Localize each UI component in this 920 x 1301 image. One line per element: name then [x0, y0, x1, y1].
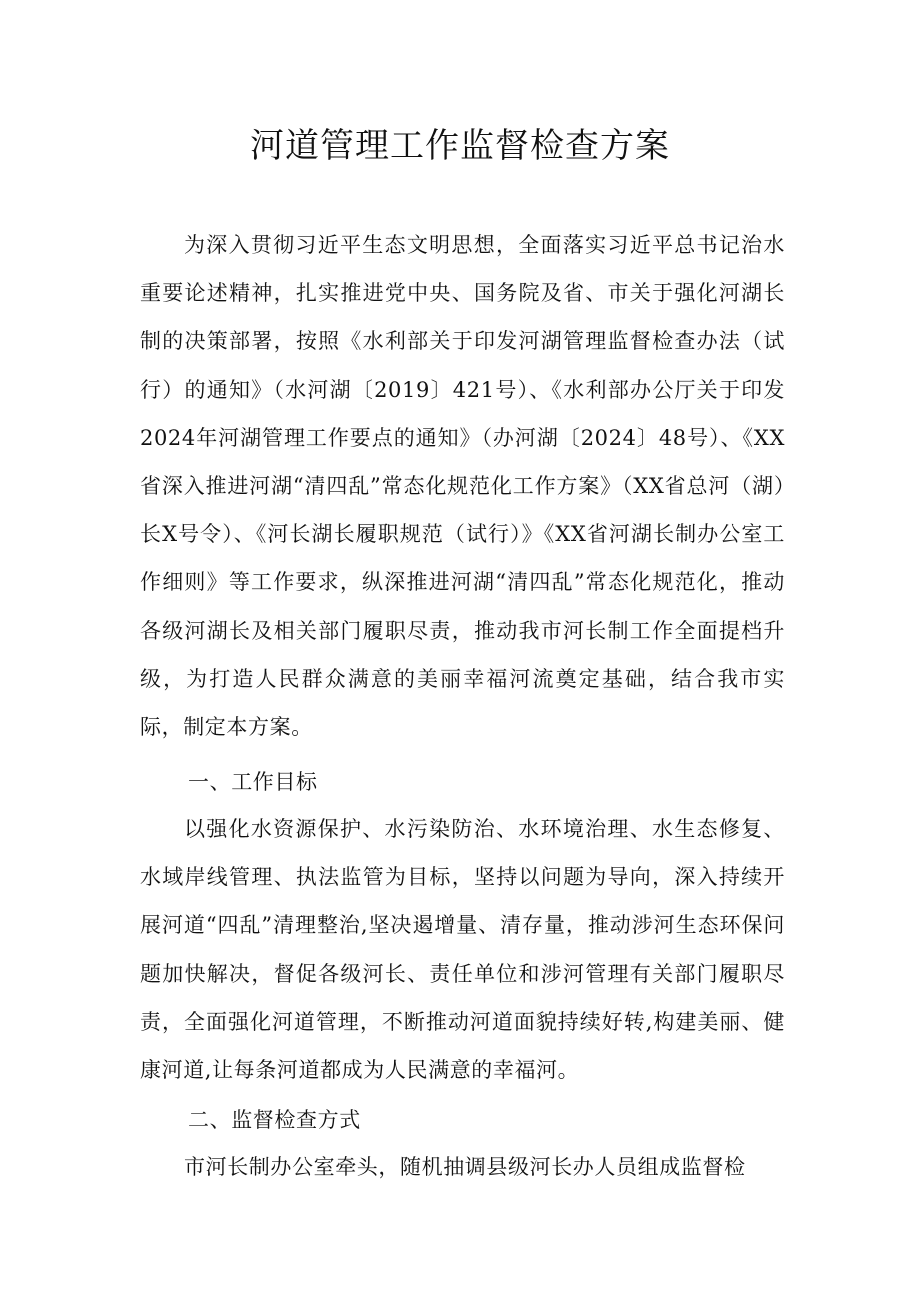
intro-paragraph: 为深入贯彻习近平生态文明思想，全面落实习近平总书记治水重要论述精神，扎实推进党中央、国务院及省、市关于强化河湖长制的决策部署，按照《水利部关于印发河湖管理监督检查办法（试行）的通知》（水河湖〔2019〕421号）、《水利部办公厅关于印发2024年河湖管理工作要点的通知》（办河湖〔2024〕48号）、《XX省深入推进河湖“清四乱”常态化规范化工作方案》（XX省总河（湖）长X号令）、《河长湖长履职规范（试行）》《XX省河湖长制办公室工作细则》等工作要求，纵深推进河湖“清四乱”常态化规范化，推动各级河湖长及相关部门履职尽责，推动我市河长制工作全面提档升级，为打造人民群众满意的美丽幸福河流奠定基础，结合我市实际，制定本方案。 [140, 233, 785, 740]
section-heading-work-goals: 一、工作目标 [188, 770, 318, 794]
section-heading-inspection-method: 二、监督检查方式 [188, 1108, 361, 1132]
work-goals-paragraph: 以强化水资源保护、水污染防治、水环境治理、水生态修复、水域岸线管理、执法监管为目标，坚持以问题为导向，深入持续开展河道“四乱”清理整治,坚决遏增量、清存量，推动涉河生态环保问题加快解决，督促各级河长、责任单位和涉河管理有关部门履职尽责，全面强化河道管理，不断推动河道面貌持续好转,构建美丽、健康河道,让每条河道都成为人民满意的幸福河。 [140, 817, 785, 1083]
inspection-method-paragraph: 市河长制办公室牵头，随机抽调县级河长办人员组成监督检 [184, 1155, 746, 1179]
document-title: 河道管理工作监督检查方案 [250, 126, 670, 166]
